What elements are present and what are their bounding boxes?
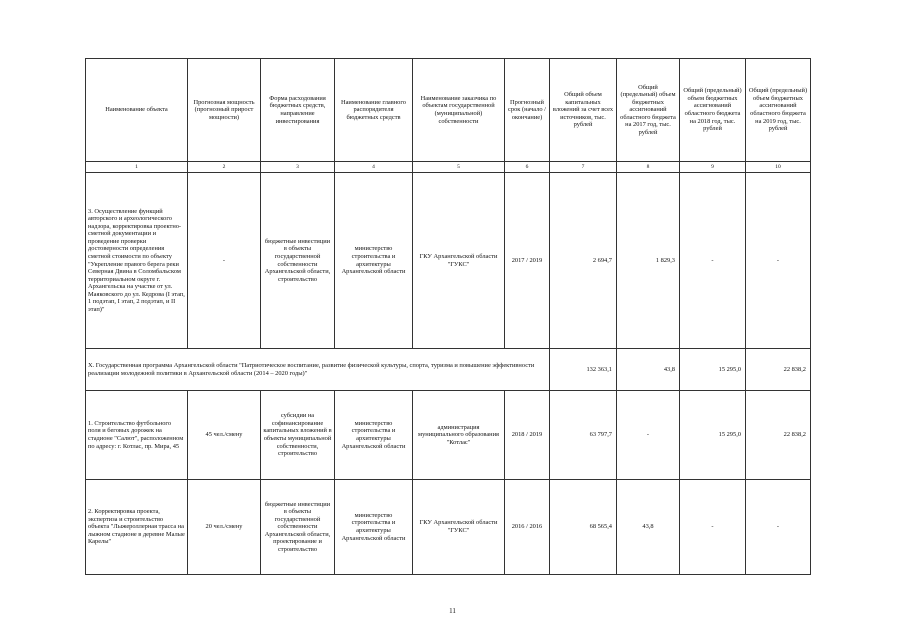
customer: ГКУ Архангельской области "ГУКС" xyxy=(413,173,505,349)
column-number-row xyxy=(86,162,811,173)
column-number: 10 xyxy=(746,162,811,173)
budget-2019: 22 838,2 xyxy=(746,391,811,480)
customer: ГКУ Архангельской области "ГУКС" xyxy=(413,480,505,575)
program-total: 132 363,1 xyxy=(550,349,617,391)
header-term: Прогнозный срок (начало / окончание) xyxy=(505,59,550,162)
spending-form: бюджетные инвестиции в объекты государственной собственности Архангельской области, строительство xyxy=(261,173,335,349)
header-spending-form: Форма расходования бюджетных средств, направление инвестирования xyxy=(261,59,335,162)
object-name: 2. Корректировка проекта, экспертиза и строительство объекта "Лыжероллерная трасса на лыжном стадионе в деревне Малые Карелы" xyxy=(86,480,188,575)
column-number: 8 xyxy=(617,162,680,173)
program-budget-2019: 22 838,2 xyxy=(746,349,811,391)
investment-table xyxy=(85,58,811,575)
budget-2019: - xyxy=(746,173,811,349)
column-number: 7 xyxy=(550,162,617,173)
total-investment: 63 797,7 xyxy=(550,391,617,480)
spending-form: бюджетные инвестиции в объекты государственной собственности Архангельской области, проектирование и строительство xyxy=(261,480,335,575)
column-number: 1 xyxy=(86,162,188,173)
capacity: 20 чел./смену xyxy=(188,480,261,575)
column-number: 2 xyxy=(188,162,261,173)
program-title: X. Государственная программа Архангельской области "Патриотическое воспитание, развитие физической культуры, спорта, туризма и повышение эффективности реализации молодежной политики в Архангельской области (2014 – 2020 годы)" xyxy=(86,349,550,391)
header-budget-manager: Наименование главного распорядителя бюджетных средств xyxy=(335,59,413,162)
header-object-name: Наименование объекта xyxy=(86,59,188,162)
header-customer: Наименование заказчика по объектам государственной (муниципальной) собственности xyxy=(413,59,505,162)
budget-manager: министерство строительства и архитектуры Архангельской области xyxy=(335,480,413,575)
capacity: 45 чел./смену xyxy=(188,391,261,480)
budget-2017: - xyxy=(617,391,680,480)
customer: администрация муниципального образования "Котлас" xyxy=(413,391,505,480)
column-number: 4 xyxy=(335,162,413,173)
header-budget-2018: Общий (предельный) объем бюджетных ассигнований областного бюджета на 2018 год, тыс. рублей xyxy=(680,59,746,162)
budget-manager: министерство строительства и архитектуры Архангельской области xyxy=(335,391,413,480)
capacity: - xyxy=(188,173,261,349)
total-investment: 68 565,4 xyxy=(550,480,617,575)
budget-2018: 15 295,0 xyxy=(680,391,746,480)
term: 2016 / 2016 xyxy=(505,480,550,575)
column-number: 9 xyxy=(680,162,746,173)
budget-2017: 43,8 xyxy=(617,480,680,575)
column-number: 3 xyxy=(261,162,335,173)
object-name: 1. Строительство футбольного поля и беговых дорожек на стадионе "Салют", расположенном по адресу: г. Котлас, пр. Мира, 45 xyxy=(86,391,188,480)
header-capacity: Прогнозная мощность (прогнозный прирост мощности) xyxy=(188,59,261,162)
column-number: 5 xyxy=(413,162,505,173)
spending-form: субсидии на софинансирование капитальных вложений в объекты муниципальной собственности, строительство xyxy=(261,391,335,480)
object-name: 3. Осуществление функций авторского и археологического надзора, корректировка проектно-сметной документации и проведение проверки достоверности определения сметной стоимости по объекту "Укрепление правого берега реки Северная Двина в Соломбальском территориальном округе г. Архангельска на участке от ул. Маяковского до ул. Кедрова (I этап, 1 подэтап, I этап, 2 подэтап, и II этап)" xyxy=(86,173,188,349)
budget-2019: - xyxy=(746,480,811,575)
total-investment: 2 694,7 xyxy=(550,173,617,349)
budget-2017: 1 829,3 xyxy=(617,173,680,349)
term: 2018 / 2019 xyxy=(505,391,550,480)
header-total-investment: Общий объем капитальных вложений за счет всех источников, тыс. рублей xyxy=(550,59,617,162)
header-budget-2019: Общий (предельный) объем бюджетных ассигнований областного бюджета на 2019 год, тыс. рублей xyxy=(746,59,811,162)
program-row xyxy=(86,349,811,391)
table-row xyxy=(86,173,811,349)
program-budget-2017: 43,8 xyxy=(617,349,680,391)
column-number: 6 xyxy=(505,162,550,173)
page-number: 11 xyxy=(449,607,456,615)
header-budget-2017: Общий (предельный) объем бюджетных ассигнований областного бюджета на 2017 год, тыс. рублей xyxy=(617,59,680,162)
header-row xyxy=(86,59,811,162)
program-budget-2018: 15 295,0 xyxy=(680,349,746,391)
budget-2018: - xyxy=(680,173,746,349)
table-row xyxy=(86,391,811,480)
budget-manager: министерство строительства и архитектуры Архангельской области xyxy=(335,173,413,349)
budget-2018: - xyxy=(680,480,746,575)
term: 2017 / 2019 xyxy=(505,173,550,349)
table-row xyxy=(86,480,811,575)
